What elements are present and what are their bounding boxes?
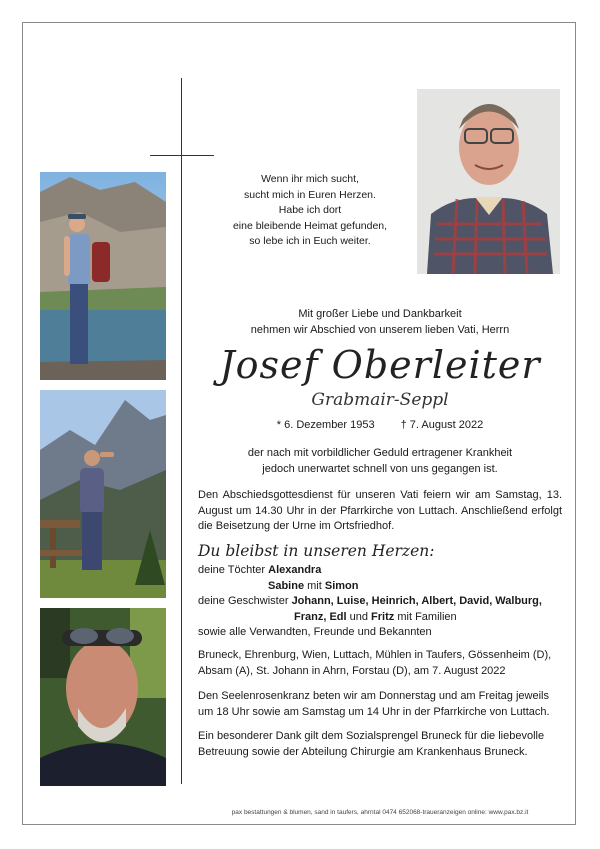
- intro-line: nehmen wir Abschied von unserem lieben Vati, Herrn: [250, 323, 510, 336]
- thanks-text: [198, 729, 562, 760]
- poem-line: eine bleibende Heimat gefunden,: [232, 219, 388, 232]
- places-date: [198, 648, 562, 679]
- poem-line: Wenn ihr mich sucht,: [261, 173, 359, 185]
- rosary-line: um 18 Uhr sowie am Samstag um 14 Uhr in der Pfarrkirche von Luttach.: [198, 705, 550, 718]
- relatives-line: sowie alle Verwandten, Freunde und Bekannten: [198, 626, 432, 638]
- illness-line: jedoch unerwartet schnell von uns gegangen ist.: [262, 462, 498, 475]
- partner-name: Simon: [324, 579, 359, 592]
- birth-date: * 6. Dezember 1953: [276, 419, 375, 431]
- siblings-line: [198, 594, 562, 610]
- places-line: Absam (A), St. Johann in Ahrn, Forstau (D), am 7. August 2022: [198, 664, 506, 677]
- cross-vertical: [181, 78, 182, 784]
- siblings-line-2: [198, 610, 562, 626]
- photo-portrait-sunglasses: [40, 608, 166, 786]
- family-list: [198, 563, 562, 641]
- illness-line: der nach mit vorbildlicher Geduld ertragener Krankheit: [247, 447, 513, 459]
- rosary-line: Den Seelenrosenkranz beten wir am Donnerstag und am Freitag jeweils: [198, 690, 549, 702]
- illness-text: [198, 446, 562, 477]
- daughter-name: Sabine: [268, 579, 305, 592]
- death-date: † 7. August 2022: [400, 419, 484, 431]
- rosary-text: [198, 689, 562, 720]
- thanks-line: Ein besonderer Dank gilt dem Sozialsprengel Bruneck für die liebevolle: [198, 730, 545, 742]
- daughter2-line: [198, 579, 562, 595]
- daughters-prefix: deine Töchter: [198, 564, 266, 576]
- and-word: und: [349, 610, 368, 623]
- memorial-poem: [220, 172, 400, 250]
- thanks-line: Betreuung sowie der Abteilung Chirurgie am Krankenhaus Bruneck.: [198, 745, 528, 758]
- poem-line: Habe ich dort: [278, 204, 342, 216]
- with-word: mit: [307, 579, 322, 592]
- life-dates: [198, 418, 562, 434]
- photo-main-portrait: [417, 89, 560, 274]
- intro-text: [198, 307, 562, 338]
- photo-hiker-lake: [40, 172, 166, 380]
- cross-horizontal: [150, 155, 214, 156]
- deceased-name: Josef Oberleiter: [219, 343, 541, 387]
- deceased-nickname: Grabmair-Seppl: [311, 390, 449, 410]
- poem-line: so lebe ich in Euch weiter.: [249, 235, 371, 247]
- places-line: Bruneck, Ehrenburg, Wien, Luttach, Mühlen in Taufers, Gössenheim (D),: [198, 649, 552, 661]
- daughters-line: [198, 563, 562, 579]
- sibling-name: Fritz: [371, 610, 395, 623]
- mass-paragraph: Den Abschiedsgottesdienst für unseren Vati feiern wir am Samstag, 13. August um 14.30 Uhr in der Pfarrkirche von Luttach. Anschließend erfolgt die Beisetzung der Urne im Ortsfriedhof.: [198, 489, 562, 532]
- footer-credits: pax bestattungen & blumen, sand in taufers, ahrntal 0474 652068-traueranzeigen online: www.pax.bz.it: [231, 809, 529, 816]
- poem-line: sucht mich in Euren Herzen.: [244, 188, 376, 201]
- photo-man-mountains: [40, 390, 166, 598]
- siblings-prefix: deine Geschwister: [198, 595, 289, 607]
- heart-heading: Du bleibst in unseren Herzen:: [198, 542, 435, 560]
- funeral-mass-text: [198, 488, 562, 535]
- siblings-names: Franz, Edl: [294, 610, 347, 623]
- siblings-names: Johann, Luise, Heinrich, Albert, David, Walburg,: [291, 595, 542, 607]
- with-families: mit Familien: [397, 610, 457, 623]
- daughter-name: Alexandra: [268, 564, 322, 576]
- intro-line: Mit großer Liebe und Dankbarkeit: [298, 308, 462, 320]
